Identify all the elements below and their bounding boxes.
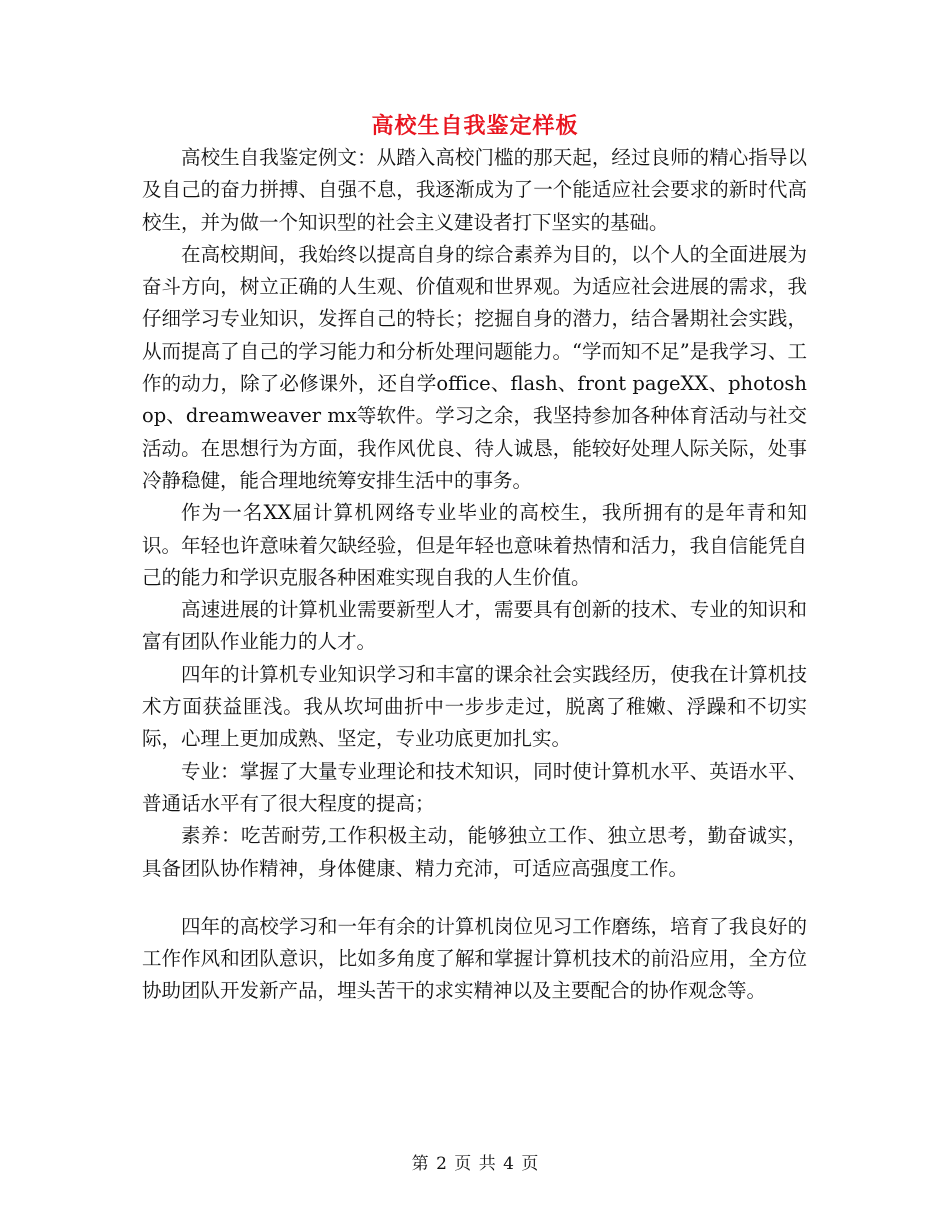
paragraph-graduate: 作为一名XX届计算机网络专业毕业的高校生，我所拥有的是年青和知识。年轻也许意味着欠缺经验，但是年轻也意味着热情和活力，我自信能凭自己的能力和学识克服各种困难实现自我的人生价值。: [142, 501, 807, 589]
document-body: [142, 142, 807, 1008]
paragraph-summary: 四年的高校学习和一年有余的计算机岗位见习工作磨练，培育了我良好的工作作风和团队意识，比如多角度了解和掌握计算机技术的前沿应用，全方位协助团队开发新产品，埋头苦干的求实精神以及主要配合的协作观念等。: [142, 914, 807, 1003]
paragraph-four-years: 四年的计算机专业知识学习和丰富的课余社会实践经历，使我在计算机技术方面获益匪浅。我从坎坷曲折中一步步走过，脱离了稚嫩、浮躁和不切实际，心理上更加成熟、坚定，专业功底更加扎实。: [142, 662, 807, 751]
paragraph-professional: 专业：掌握了大量专业理论和技术知识，同时使计算机水平、英语水平、普通话水平有了很大程度的提高；: [142, 759, 807, 815]
paragraph-intro: 高校生自我鉴定例文：从踏入高校门槛的那天起，经过良师的精心指导以及自己的奋力拼搏、自强不息，我逐渐成为了一个能适应社会要求的新时代高校生，并为做一个知识型的社会主义建设者打下坚实的基础。: [142, 146, 807, 234]
paragraph-quality: 素养：吃苦耐劳,工作积极主动，能够独立工作、独立思考，勤奋诚实，具备团队协作精神，身体健康、精力充沛，可适应高强度工作。: [142, 824, 807, 880]
document-title: 高校生自我鉴定样板: [371, 113, 579, 139]
paragraph-college-period: 在高校期间，我始终以提高自身的综合素养为目的，以个人的全面进展为奋斗方向，树立正确的人生观、价值观和世界观。为适应社会进展的需求，我仔细学习专业知识，发挥自己的特长；挖掘自身的潜力，结合暑期社会实践，从而提高了自己的学习能力和分析处理问题能力。“学而知不足”是我学习、工作的动力，除了必修课外，还自学office、flash、front pageXX、photoshop、dreamweaver mx等软件。学习之余，我坚持参加各种体育活动与社交活动。在思想行为方面，我作风优良、待人诚恳，能较好处理人际关际，处事冷静稳健，能合理地统筹安排生活中的事务。: [142, 242, 807, 492]
page-footer: 第 2 页 共 4 页: [411, 1154, 539, 1174]
paragraph-industry: 高速进展的计算机业需要新型人才，需要具有创新的技术、专业的知识和富有团队作业能力的人才。: [142, 598, 807, 654]
paragraph-spacer: [142, 885, 807, 911]
